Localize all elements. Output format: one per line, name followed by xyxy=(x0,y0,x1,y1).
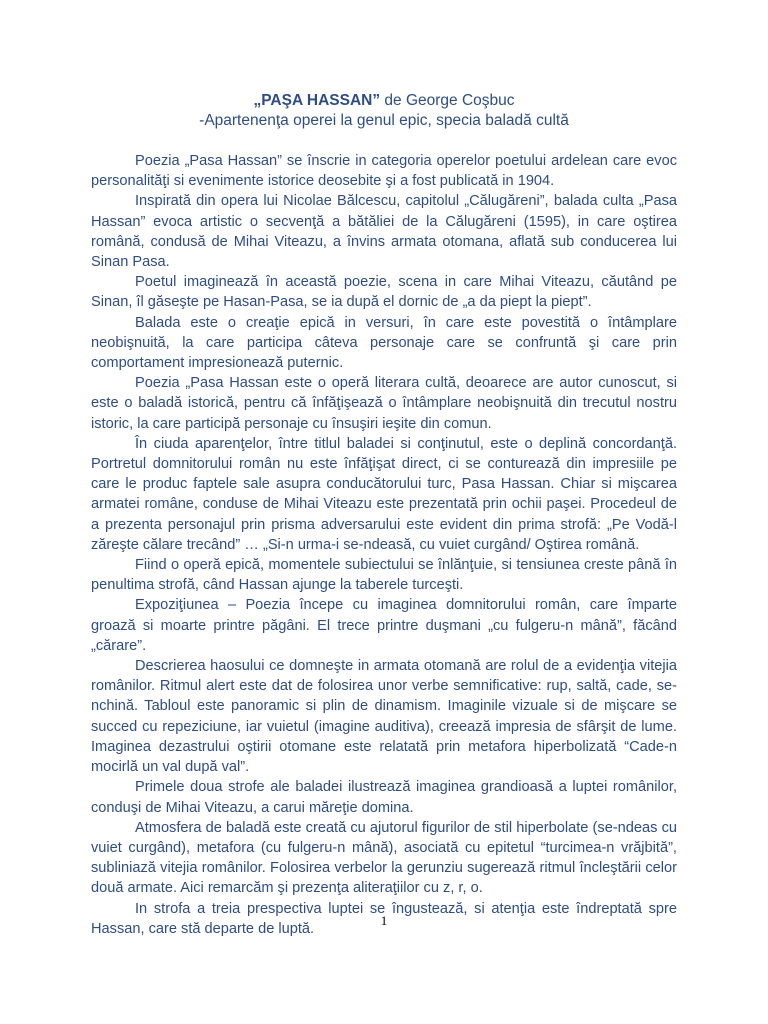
paragraph: Expoziţiunea – Poezia începe cu imaginea domnitorului român, care împarte groază si moarte printre păgâni. El trece printre duşmani „cu fulgeru-n mână”, făcând „cărare”. xyxy=(91,597,677,654)
paragraph: Atmosfera de baladă este creată cu ajutorul figurilor de stil hiperbolate (se-ndeas cu vuiet curgând), metafora (cu fulgeru-n mână), asociată cu epitetul “turcimea-n vrăjbită”, subliniază vitejia românilor. Folosirea verbelor la gerunziu sugerează ritmul încleştării celor două armate. Aici remarcăm şi prezenţa aliteraţiilor cu z, r, o. xyxy=(91,819,677,897)
paragraph: Descrierea haosului ce domneşte in armata otomană are rolul de a evidenţia vitejia românilor. Ritmul alert este dat de folosirea unor verbe semnificative: rup, saltă, cade, se-nchină. Tabloul este panoramic si plin de dinamism. Imaginile vizuale si de mişcare se succed cu repeziciune, iar vuietul (imagine auditiva), creează impresia de sfârşit de lume. Imaginea dezastrului oştirii otomane este relatată prin metafora hiperbolizată “Cade-n mocirlă un val după val”. xyxy=(91,658,677,776)
title-block xyxy=(0,91,768,131)
paragraph: Primele doua strofe ale baladei ilustrează imaginea grandioasă a luptei românilor, conduşi de Mihai Viteazu, a carui măreţie domina. xyxy=(91,779,677,816)
title-author: de George Coşbuc xyxy=(380,92,515,109)
subtitle: -Apartenenţa operei la genul epic, specia baladă cultă xyxy=(199,112,569,129)
title-heading: „PAŞA HASSAN” xyxy=(253,92,381,109)
document-body xyxy=(91,151,677,939)
paragraph: În ciuda aparenţelor, între titlul baladei si conţinutul, este o deplină concordanţă. Portretul domnitorului român nu este înfăţişat direct, ci se conturează din impresiile pe care le produc faptele sale asupra conducătorului turc, Pasa Hassan. Chiar si mişcarea armatei române, conduse de Mihai Viteazu este prezentată prin ochii paşei. Procedeul de a prezenta personajul prin prisma adversarului este evident din prima strofă: „Pe Vodă-l zăreşte călare trecând” … „Si-n urma-i se-ndeasă, cu vuiet curgând/ Oştirea română. xyxy=(91,435,677,553)
paragraph: Poezia „Pasa Hassan este o operă literara cultă, deoarece are autor cunoscut, si este o baladă istorică, pentru că înfăţişează o întâmplare neobişnuită din trecutul nostru istoric, la care participă personaje cu însuşiri ieşite din comun. xyxy=(91,375,677,432)
paragraph: Balada este o creaţie epică in versuri, în care este povestită o întâmplare neobişnuită, la care participa câteva personaje care se confruntă şi care prin comportament impresionează puternic. xyxy=(91,314,677,372)
paragraph: In strofa a treia prespectiva luptei se îngustează, si atenţia este îndreptată spre Hassan, care stă departe de luptă. xyxy=(91,900,677,937)
title-line xyxy=(0,91,768,111)
paragraph: Inspirată din opera lui Nicolae Bălcescu, capitolul „Călugăreni”, balada culta „Pasa Hassan” evoca artistic o secvenţă a bătăliei de la Călugăreni (1595), in care oştirea română, condusă de Mihai Viteazu, a învins armata otomana, aflată sub conducerea lui Sinan Pasa. xyxy=(91,193,677,271)
paragraph: Poetul imaginează în această poezie, scena in care Mihai Viteazu, căutând pe Sinan, îl găseşte pe Hasan-Pasa, se ia după el dornic de „a da piept la piept”. xyxy=(91,274,677,311)
paragraph: Poezia „Pasa Hassan” se înscrie in categoria operelor poetului ardelean care evoc personalităţi si evenimente istorice deosebite şi a fost publicată in 1904. xyxy=(91,153,677,190)
page-number: 1 xyxy=(380,913,388,928)
paragraph: Fiind o operă epică, momentele subiectului se înlănţuie, si tensiunea creste până în penultima strofă, când Hassan ajunge la taberele turceşti. xyxy=(91,557,677,594)
